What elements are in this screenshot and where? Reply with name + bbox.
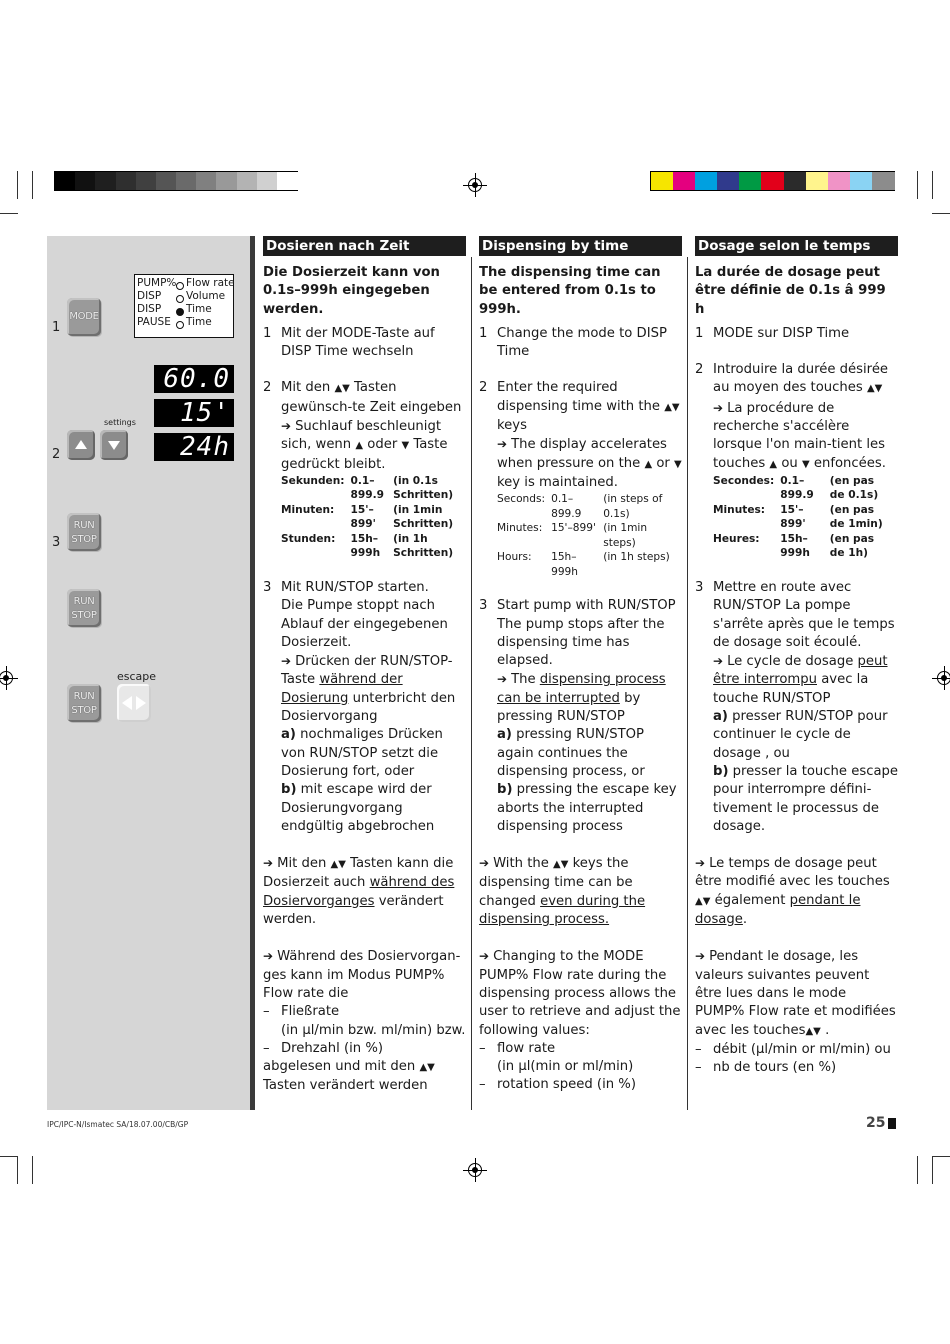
mode-indicator-off [176,321,184,329]
mode-display-panel [134,274,234,338]
step-3 [263,579,466,836]
step-number-2: 2 [52,447,61,462]
hint-text: The [511,672,536,688]
step-number: 1 [695,325,704,341]
hint-arrow [263,949,277,964]
range-table [497,492,682,579]
color-swatch [673,172,696,190]
run-stop-key [67,684,101,722]
range-key: Minutes: [497,522,543,535]
color-swatch [806,172,829,190]
mode-key-label: MODE [69,311,99,322]
hint-text: oder [367,437,398,453]
range-row [713,474,898,503]
run-key-label: RUN [73,691,95,702]
hint-arrow [281,419,295,434]
hint-text: key is maintained. [497,474,618,490]
range-step: (in 1min steps) [603,522,648,549]
registration-mark [0,666,18,690]
escape-key [117,684,151,722]
run-key-label: RUN [73,596,95,607]
range-value: 15h–999h [350,532,381,560]
hint-text: avec la touche RUN/STOP [713,672,869,706]
sidebar-divider [250,236,255,1110]
crop-mark [17,171,18,199]
lcd-seconds: 60.0 [154,365,234,393]
range-step: (in 1h Schritten) [393,532,454,560]
range-key: Sekunden: [281,474,345,487]
hint-text: Le cycle de dosage [727,654,854,670]
step-text: Die Pumpe stoppt nach Ablauf der eingegebenen Dosierzeit. [281,598,448,650]
color-swatch [277,172,298,190]
step-number-3: 3 [52,535,61,550]
up-arrow-icon: ▲ [355,440,364,452]
hint-arrow [263,856,277,871]
color-swatch [761,172,784,190]
color-swatch [196,172,217,190]
page-marker [888,1118,896,1129]
step-2 [263,379,466,560]
range-row [713,532,898,561]
french-column [695,236,898,1077]
step-text: Tasten gewünsch-te Zeit eingeben [281,380,462,415]
right-arrow-icon [136,696,146,710]
range-table [281,474,466,561]
hint-text: or [656,455,670,471]
step-1 [695,325,898,343]
lcd-hours: 24h [154,433,234,461]
range-key: Heures: [713,532,760,545]
up-down-arrows-icon: ▲▼ [334,383,350,395]
up-down-arrows-icon: ▲▼ [664,401,680,413]
list-item: – débit (µl/min or ml/min) ou [695,1041,891,1057]
section-title: Dosage selon le temps [695,236,898,256]
stop-key-label: STOP [71,705,97,716]
range-value: 0.1–899.9 [780,474,814,502]
step-number: 3 [695,579,704,595]
note-text: abgelesen und mit den [263,1059,416,1075]
mode-row-left: DISP [137,303,162,315]
step-text: Mettre en route avec RUN/STOP La pompe s'arrête après que le temps de dosage soit écoulé. [713,579,895,650]
stop-key-label: STOP [71,610,97,621]
range-table [713,474,898,561]
step-2 [695,361,898,561]
crop-mark [932,171,933,199]
note-text: également [714,892,786,908]
note-end [263,1058,466,1096]
hint-arrow [479,856,493,871]
range-step: (in 1min Schritten) [393,503,454,531]
hint-underlined: peut être interrompu [713,654,888,688]
run-stop-key [67,589,101,627]
mode-row [137,316,171,330]
up-down-arrows-icon: ▲▼ [553,859,569,871]
range-row [713,503,898,532]
column-divider [471,257,472,1110]
color-swatch [95,172,116,190]
mode-indicator-off [176,295,184,303]
option-text: nochmaliges Drücken von RUN/STOP setzt die Dosierung fort, oder [281,727,443,779]
hint-text: Drücken der RUN/STOP-Taste [281,654,453,688]
range-step: (in 1h steps) [603,551,670,564]
color-swatch [156,172,177,190]
range-key: Secondes: [713,474,775,487]
hint-text: Suchlauf beschleunigt sich, wenn [281,419,442,453]
range-value: 15'–899' [780,503,806,531]
crop-mark [932,213,950,214]
up-down-arrows-icon: ▲▼ [419,1062,435,1074]
color-swatch [739,172,762,190]
mode-row-label: Time [186,316,212,328]
color-swatch [828,172,851,190]
mode-row-left: PAUSE [137,316,171,328]
process-color-bar [650,171,895,191]
intro-text: The dispensing time can be entered from 0.1s to 999h. [479,265,661,317]
settings-label: settings [104,418,136,427]
list-item: – Fließrate (in µl/min bzw. ml/min) bzw. [263,1004,466,1038]
mode-key [67,298,101,336]
range-value: 0.1–899.9 [551,493,582,520]
range-key: Minuten: [281,503,335,516]
list-text: débit (µl/min or ml/min) ou [713,1041,891,1057]
hint-text: ou [781,455,798,471]
column-divider [687,257,688,1110]
note-underlined: während des Dosiervorganges [263,875,455,909]
color-swatch [216,172,237,190]
range-value: 15'–899' [350,503,376,531]
lcd-minutes: 15' [154,399,234,427]
color-swatch [850,172,873,190]
crop-mark [917,171,918,199]
note-text: Tasten kann die Dosierzeit auch [263,856,454,891]
color-swatch [695,172,718,190]
range-row [281,474,466,503]
up-arrow-icon: ▲ [769,458,778,470]
german-column [263,236,466,1096]
hint-underlined: während der Dosierung [281,672,403,706]
note-text: . [742,912,748,928]
range-value: 0.1–899.9 [350,474,385,502]
option-label: b) [497,782,513,798]
note-underlined: even during the dispensing process. [479,893,646,928]
mode-row-left: DISP [137,290,162,302]
run-stop-key [67,513,101,551]
hint-arrow [695,949,709,964]
mode-row-label: Volume [186,290,226,302]
range-row [497,550,682,579]
mode-row-left: PUMP% [137,277,177,289]
down-arrow-icon: ▼ [401,440,410,452]
option-text: presser la touche escape pour interrompre défini-tivement le processus de dosage. [713,763,899,834]
option-label: b) [713,763,729,779]
hint-text: unterbricht den Dosiervorgang [281,690,456,725]
range-value: 15h–999h [551,551,579,578]
note-2 [263,947,466,1003]
option-text: pressing the escape key aborts the interrupted dispensing process [497,782,677,834]
range-step: (in 0.1s Schritten) [393,474,454,502]
mode-indicator-on [176,308,184,316]
step-text: Enter the required dispensing time with the [497,380,661,414]
crop-mark [32,1156,33,1184]
step-text: Change the mode to DISP Time [497,325,667,360]
list-text: Drehzahl (in %) [281,1040,384,1056]
color-swatch [257,172,278,190]
note-text: Pendant le dosage, les valeurs suivantes peuvent être lues dans le mode PUMP% Flow rate et modifiées avec les touches [695,949,896,1038]
escape-label: escape [117,670,157,683]
option-text: mit escape wird der Dosierungvorgang endgültig abgebrochen [281,782,435,834]
step-text: Mit der MODE-Taste auf DISP Time wechseln [281,325,435,360]
mode-indicator-off [176,282,184,290]
range-row [281,532,466,561]
range-step: (en pas de 0.1s) [829,474,879,502]
step-1 [263,325,466,362]
list-text: nb de tours (en %) [713,1060,837,1076]
option-text: presser RUN/STOP pour continuer le cycle de dosage , ou [713,709,888,761]
page-number: 25 [866,1115,886,1131]
step-number: 3 [263,579,272,595]
list-item: – Drehzahl (in %) [263,1040,384,1056]
option-text: pressing RUN/STOP again continues the dispensing process, or [497,727,645,779]
registration-mark [463,1158,487,1182]
list-text: flow rate [497,1040,556,1056]
step-number-1: 1 [52,320,61,335]
step-2 [479,379,682,579]
step-1 [479,325,682,362]
hint-arrow [281,654,295,669]
step-text: Start pump with RUN/STOP The pump stops after the dispensing time has elapsed. [497,598,676,669]
step-number: 1 [263,325,272,341]
hint-text: The display accelerates when pressure on the [497,437,667,471]
note-underlined: pendant le dosage [695,892,861,928]
hint-arrow [497,672,511,687]
color-swatch [872,172,895,190]
list-text: (in µl(min or ml/min) [497,1059,634,1075]
hint-arrow [713,654,727,669]
note-text: Mit den [277,856,327,872]
step-3 [695,579,898,836]
note-text: Changing to the MODE PUMP% Flow rate during the dispensing process allows the user to retrieve and adjust the following values: [479,949,681,1038]
range-key: Hours: [497,551,532,564]
grayscale-color-bar [54,171,298,191]
step-text: keys [497,418,527,434]
hint-arrow [479,949,493,964]
up-arrow-icon [75,440,87,449]
color-swatch [176,172,197,190]
note-1 [695,854,898,929]
up-arrow-icon: ▲ [644,458,653,470]
up-down-arrows-icon: ▲▼ [805,1025,821,1037]
crop-mark [0,213,18,214]
range-row [281,503,466,532]
registration-mark [932,666,950,690]
hint-text: La procédure de recherche s'accélère lorsque l'on main-tient les touches [713,400,885,471]
mode-row-label: Time [186,303,212,315]
section-title: Dispensing by time [479,236,682,256]
hint-arrow [695,856,709,871]
range-value: 15h–999h [780,532,810,560]
hint-underlined: dispensing process can be interrupted [497,672,666,706]
note-text: Während des Dosiervorgan-ges kann im Modus PUMP% Flow rate die [263,949,461,1001]
section-title: Dosieren nach Zeit [263,236,466,256]
hint-text: enfoncées. [813,455,886,471]
hint-text: by pressing RUN/STOP [497,690,641,725]
run-key-label: RUN [73,520,95,531]
list-item: – rotation speed (in %) [479,1077,636,1093]
range-step: (en pas de 1h) [829,532,875,560]
down-arrow-icon: ▼ [801,458,810,470]
step-text: Mit RUN/STOP starten. [281,579,429,595]
range-step: (in steps of 0.1s) [603,493,663,520]
note-text: With the [493,856,549,872]
list-item: – nb de tours (en %) [695,1060,837,1076]
list-text: (in µl/min bzw. ml/min) bzw. [281,1022,466,1038]
step-number: 2 [263,380,272,396]
range-step: (en pas de 1min) [829,503,883,531]
range-row [497,492,682,521]
intro-text: La durée de dosage peut être définie de 0.1s â 999 h [695,265,886,317]
color-swatch [116,172,137,190]
crop-mark [917,1156,918,1184]
step-number: 2 [479,380,488,396]
down-arrow-icon [108,441,120,450]
color-swatch [717,172,740,190]
up-down-arrows-icon: ▲▼ [866,383,883,395]
step-number: 1 [479,325,488,341]
color-swatch [237,172,258,190]
step-number: 2 [695,362,704,378]
note-text: verändert werden. [263,893,444,928]
mode-row [137,277,176,291]
mode-row-label: Flow rate [186,277,235,289]
crop-mark [32,171,33,199]
english-column [479,236,682,1095]
crop-mark [932,1156,950,1157]
down-arrow-icon: ▼ [674,458,682,470]
crop-mark [932,1156,933,1184]
range-value: 15'–899' [551,522,596,535]
note-text: keys the dispensing time can be changed [479,856,633,909]
mode-row [137,303,161,317]
document-code: IPC/IPC-N/Ismatec SA/18.07.00/CB/GP [47,1120,189,1129]
note-text: Tasten verändert werden [263,1078,428,1094]
registration-mark [463,173,487,197]
hint-text: Taste gedrückt bleibt. [281,437,448,472]
up-down-arrows-icon: ▲▼ [330,859,346,871]
hint-arrow [713,401,727,416]
crop-mark [0,1156,18,1157]
option-label: a) [281,727,296,743]
color-swatch [75,172,96,190]
up-key [67,430,95,460]
option-label: a) [713,709,728,725]
range-row [497,521,682,550]
color-swatch [651,172,674,190]
step-3 [479,597,682,836]
note-1 [263,854,466,929]
hint-arrow [497,437,511,452]
intro-text: Die Dosierzeit kann von 0.1s–999h eingegeben werden. [263,265,440,317]
note-text: Le temps de dosage peut être modifié avec les touches [695,856,890,890]
note-2 [695,947,898,1040]
list-text: Fließrate [281,1004,340,1020]
note-text: . [825,1022,830,1038]
crop-mark [17,1156,18,1184]
color-swatch [784,172,807,190]
step-number: 3 [479,598,488,614]
range-key: Minutes: [713,503,766,516]
list-item: – flow rate (in µl(min or ml/min) [479,1040,634,1075]
down-key [100,430,128,460]
color-swatch [55,172,76,190]
up-down-arrows-icon: ▲▼ [695,895,711,907]
list-text: rotation speed (in %) [497,1077,636,1093]
range-key: Stunden: [281,532,336,545]
step-text: MODE sur DISP Time [713,325,850,341]
step-text: Mit den [281,380,331,396]
color-swatch [136,172,157,190]
stop-key-label: STOP [71,534,97,545]
option-label: a) [497,727,512,743]
step-text: Introduire la durée désirée au moyen des touches [713,362,889,396]
mode-row [137,290,161,304]
note-1 [479,854,682,929]
left-arrow-icon [122,696,132,710]
range-key: Seconds: [497,493,546,506]
option-label: b) [281,782,297,798]
note-2 [479,947,682,1039]
